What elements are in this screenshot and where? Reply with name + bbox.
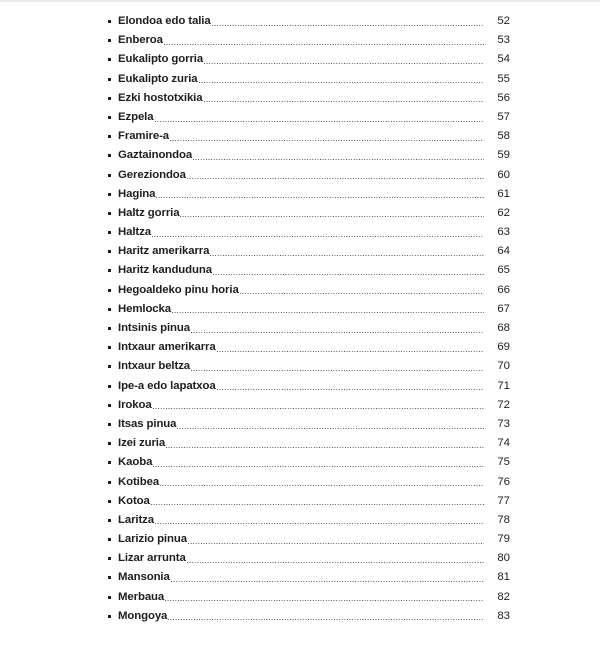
dot-leader — [170, 140, 484, 141]
dot-leader — [165, 600, 484, 601]
square-bullet-icon — [108, 346, 111, 349]
toc-entry-link[interactable] — [118, 12, 484, 31]
toc-entry-page-number: 70 — [497, 360, 510, 373]
square-bullet-icon — [108, 116, 111, 119]
toc-entry-page-number: 73 — [497, 417, 510, 430]
toc-entry-page-number: 52 — [497, 15, 510, 27]
toc-entry-page-number: 55 — [497, 72, 510, 85]
toc-entry-link[interactable] — [118, 185, 484, 204]
toc-entry[interactable] — [0, 89, 600, 108]
square-bullet-icon — [108, 423, 111, 426]
dot-leader — [240, 293, 484, 294]
dot-leader — [213, 274, 484, 275]
toc-entry-page-number: 57 — [497, 110, 510, 123]
toc-entry[interactable] — [0, 588, 600, 607]
toc-entry[interactable] — [0, 281, 600, 300]
toc-entry[interactable] — [0, 166, 600, 185]
toc-entry[interactable] — [0, 146, 600, 165]
toc-entry-link[interactable] — [118, 281, 484, 300]
toc-entry-page-number: 62 — [497, 206, 510, 219]
dot-leader — [172, 312, 484, 313]
toc-entry-link[interactable] — [118, 127, 484, 146]
toc-entry[interactable] — [0, 530, 600, 549]
toc-entry[interactable] — [0, 300, 600, 319]
dot-leader — [164, 44, 484, 45]
toc-entry[interactable] — [0, 453, 600, 472]
dot-leader — [151, 504, 484, 505]
square-bullet-icon — [108, 308, 111, 311]
dot-leader — [210, 255, 484, 256]
square-bullet-icon — [108, 39, 111, 42]
toc-entry-label: Haltza — [118, 226, 151, 239]
toc-entry-label: Eukalipto zuria — [118, 72, 198, 85]
toc-entry[interactable] — [0, 396, 600, 415]
square-bullet-icon — [108, 154, 111, 157]
toc-entry-link[interactable] — [118, 166, 484, 185]
toc-entry-label: Kotibea — [118, 475, 160, 488]
square-bullet-icon — [108, 135, 111, 138]
toc-entry-label: Kaoba — [118, 456, 153, 469]
dot-leader — [153, 466, 484, 467]
toc-entry[interactable] — [0, 338, 600, 357]
square-bullet-icon — [108, 212, 111, 215]
toc-entry[interactable] — [0, 415, 600, 434]
toc-entry-label: Izei zuria — [118, 437, 166, 450]
dot-leader — [217, 389, 484, 390]
toc-entry[interactable] — [0, 434, 600, 453]
toc-entry-label: Ipe-a edo lapatxoa — [118, 379, 216, 392]
square-bullet-icon — [108, 442, 111, 445]
toc-entry-label: Gaztainondoa — [118, 149, 193, 162]
toc-entry-label: Haritz amerikarra — [118, 245, 210, 258]
square-bullet-icon — [108, 519, 111, 522]
toc-entry-page-number: 67 — [497, 302, 510, 315]
square-bullet-icon — [108, 481, 111, 484]
square-bullet-icon — [108, 269, 111, 272]
toc-entry-page-number: 83 — [497, 609, 510, 622]
square-bullet-icon — [108, 78, 111, 81]
toc-entry[interactable] — [0, 242, 600, 261]
toc-entry-label: Mansonia — [118, 571, 170, 584]
toc-entry[interactable] — [0, 357, 600, 376]
toc-entry-link[interactable] — [118, 473, 484, 492]
toc-entry[interactable] — [0, 511, 600, 530]
toc-entry-page-number: 82 — [497, 590, 510, 603]
toc-entry-link[interactable] — [118, 223, 484, 242]
toc-entry-link[interactable] — [118, 377, 484, 396]
toc-entry[interactable] — [0, 70, 600, 89]
square-bullet-icon — [108, 365, 111, 368]
toc-entry-label: Hagina — [118, 187, 156, 200]
toc-entry-link[interactable] — [118, 242, 484, 261]
toc-entry[interactable] — [0, 31, 600, 50]
toc-entry-label: Enberoa — [118, 34, 163, 47]
dot-leader — [177, 428, 484, 429]
toc-entry[interactable] — [0, 261, 600, 280]
square-bullet-icon — [108, 557, 111, 560]
dot-leader — [155, 121, 485, 122]
toc-entry-label: Itsas pinua — [118, 417, 177, 430]
toc-entry-label: Lizar arrunta — [118, 552, 186, 565]
toc-entry[interactable] — [0, 549, 600, 568]
dot-leader — [188, 543, 484, 544]
toc-entry-label: Merbaua — [118, 590, 165, 603]
dot-leader — [168, 619, 484, 620]
square-bullet-icon — [108, 20, 111, 23]
toc-entry-page-number: 53 — [497, 34, 510, 47]
dot-leader — [156, 197, 484, 198]
toc-entry[interactable] — [0, 12, 600, 31]
toc-entry[interactable] — [0, 50, 600, 69]
toc-entry-label: Haritz kanduduna — [118, 264, 212, 277]
toc-entry[interactable] — [0, 185, 600, 204]
toc-entry-page-number: 58 — [497, 130, 510, 143]
dot-leader — [204, 101, 485, 102]
toc-entry-page-number: 68 — [497, 322, 510, 334]
toc-entry[interactable] — [0, 319, 600, 338]
toc-entry-page-number: 71 — [497, 379, 510, 392]
toc-entry-link[interactable] — [118, 415, 484, 434]
dot-leader — [191, 332, 484, 333]
dot-leader — [153, 408, 484, 409]
toc-entry-label: Ezki hostotxikia — [118, 91, 203, 104]
toc-entry[interactable] — [0, 204, 600, 223]
square-bullet-icon — [108, 404, 111, 407]
toc-entry-label: Eukalipto gorria — [118, 53, 204, 66]
square-bullet-icon — [108, 174, 111, 177]
toc-entry-label: Ezpela — [118, 110, 154, 123]
dot-leader — [193, 159, 484, 160]
toc-entry-link[interactable] — [118, 396, 484, 415]
toc-entry-link[interactable] — [118, 204, 484, 223]
toc-entry[interactable] — [0, 223, 600, 242]
toc-entry-page-number: 77 — [497, 494, 510, 507]
toc-entry-label: Larizio pinua — [118, 533, 187, 546]
toc-entry-link[interactable] — [118, 568, 484, 587]
square-bullet-icon — [108, 250, 111, 253]
dot-leader — [180, 216, 484, 217]
table-of-contents — [0, 12, 600, 626]
square-bullet-icon — [108, 615, 111, 618]
toc-entry-link[interactable] — [118, 70, 484, 89]
toc-entry-page-number: 76 — [497, 475, 510, 488]
toc-entry-link[interactable] — [118, 607, 484, 626]
toc-entry-label: Intxaur amerikarra — [118, 341, 216, 354]
toc-entry-label: Kotoa — [118, 494, 150, 507]
dot-leader — [155, 523, 484, 524]
toc-entry-link[interactable] — [118, 549, 484, 568]
toc-entry-page-number: 59 — [497, 149, 510, 162]
toc-entry-page-number: 80 — [497, 552, 510, 565]
dot-leader — [217, 351, 484, 352]
toc-entry-label: Laritza — [118, 513, 155, 526]
square-bullet-icon — [108, 58, 111, 61]
toc-entry-link[interactable] — [118, 530, 484, 549]
toc-entry-page-number: 56 — [497, 91, 510, 104]
dot-leader — [152, 236, 484, 237]
toc-entry-link[interactable] — [118, 146, 484, 165]
toc-entry-label: Framire-a — [118, 130, 170, 143]
toc-entry-page-number: 60 — [497, 168, 510, 181]
dot-leader — [171, 581, 484, 582]
toc-entry-link[interactable] — [118, 108, 484, 127]
toc-entry-page-number: 79 — [497, 533, 510, 546]
toc-entry-page-number: 63 — [497, 226, 510, 239]
toc-entry-link[interactable] — [118, 261, 484, 280]
toc-entry-label: Hegoaldeko pinu horia — [118, 283, 239, 296]
square-bullet-icon — [108, 576, 111, 579]
toc-entry-link[interactable] — [118, 588, 484, 607]
toc-entry-page-number: 78 — [497, 513, 510, 526]
toc-entry-link[interactable] — [118, 89, 484, 108]
toc-entry-link[interactable] — [118, 434, 484, 453]
square-bullet-icon — [108, 538, 111, 541]
toc-entry-page-number: 81 — [497, 571, 510, 584]
toc-entry-label: Elondoa edo talia — [118, 15, 211, 27]
square-bullet-icon — [108, 385, 111, 388]
dot-leader — [160, 485, 484, 486]
toc-entry[interactable] — [0, 473, 600, 492]
square-bullet-icon — [108, 193, 111, 196]
dot-leader — [212, 25, 484, 26]
toc-entry-page-number: 72 — [497, 398, 510, 411]
toc-entry-label: Intsinis pinua — [118, 322, 191, 334]
toc-entry-page-number: 66 — [497, 283, 510, 296]
toc-entry-link[interactable] — [118, 319, 484, 338]
dot-leader — [166, 447, 484, 448]
toc-entry-label: Irokoa — [118, 398, 152, 411]
top-divider — [0, 0, 600, 2]
toc-entry-link[interactable] — [118, 300, 484, 319]
dot-leader — [191, 370, 484, 371]
toc-entry-page-number: 54 — [497, 53, 510, 66]
toc-entry-label: Hemlocka — [118, 302, 172, 315]
toc-entry-page-number: 65 — [497, 264, 510, 277]
toc-entry[interactable] — [0, 607, 600, 626]
dot-leader — [199, 82, 484, 83]
square-bullet-icon — [108, 231, 111, 234]
toc-entry[interactable] — [0, 492, 600, 511]
dot-leader — [187, 562, 484, 563]
toc-entry-link[interactable] — [118, 492, 484, 511]
toc-entry-link[interactable] — [118, 357, 484, 376]
toc-entry-label: Intxaur beltza — [118, 360, 191, 373]
toc-entry-link[interactable] — [118, 31, 484, 50]
toc-entry-label: Gereziondoa — [118, 168, 186, 181]
square-bullet-icon — [108, 289, 111, 292]
toc-entry-page-number: 74 — [497, 437, 510, 450]
toc-entry[interactable] — [0, 568, 600, 587]
toc-entry[interactable] — [0, 127, 600, 146]
square-bullet-icon — [108, 461, 111, 464]
toc-entry-page-number: 69 — [497, 341, 510, 354]
toc-entry-link[interactable] — [118, 453, 484, 472]
toc-entry-page-number: 61 — [497, 187, 510, 200]
dot-leader — [187, 178, 484, 179]
toc-entry-page-number: 75 — [497, 456, 510, 469]
toc-entry[interactable] — [0, 377, 600, 396]
toc-entry[interactable] — [0, 108, 600, 127]
square-bullet-icon — [108, 97, 111, 100]
toc-entry-label: Haltz gorria — [118, 206, 180, 219]
toc-entry-link[interactable] — [118, 338, 484, 357]
toc-entry-label: Mongoya — [118, 609, 168, 622]
toc-entry-link[interactable] — [118, 50, 484, 69]
dot-leader — [204, 63, 484, 64]
toc-entry-link[interactable] — [118, 511, 484, 530]
square-bullet-icon — [108, 327, 111, 330]
toc-entry-page-number: 64 — [497, 245, 510, 258]
square-bullet-icon — [108, 596, 111, 599]
square-bullet-icon — [108, 500, 111, 503]
